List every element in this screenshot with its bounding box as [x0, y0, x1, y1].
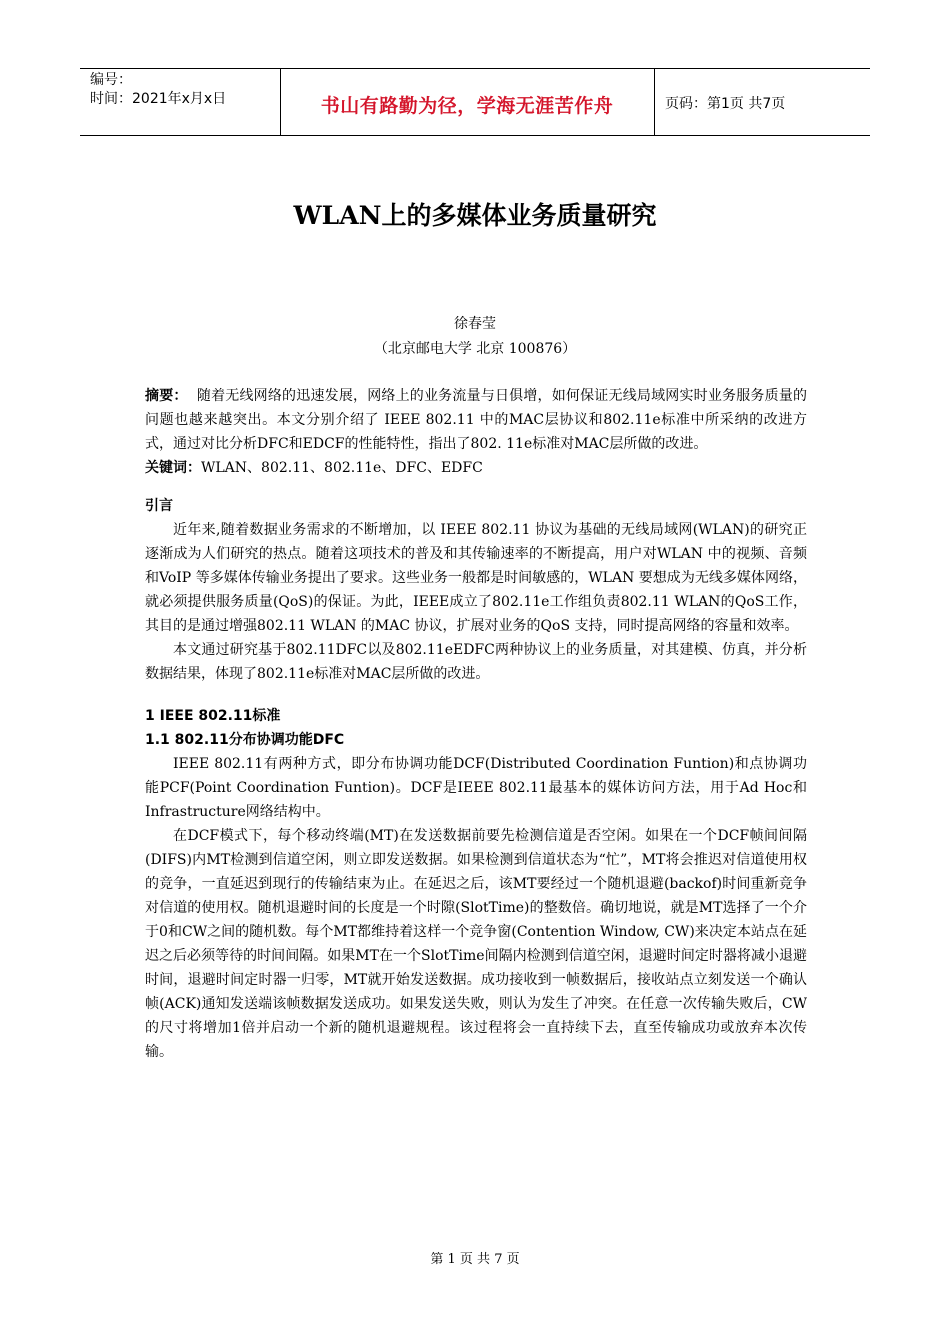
- document-title: WLAN上的多媒体业务质量研究: [293, 201, 657, 230]
- header-motto: 书山有路勤为径，学海无涯苦作舟: [320, 95, 614, 117]
- body-paragraph: IEEE 802.11有两种方式，即分布协调功能DCF(Distributed Coordination Funtion)和点协调功能PCF(Point Coordination Funtion)。DCF是IEEE 802.11最基本的媒体访问方法，用于Ad Hoc和Infrastructure网络结构中。: [145, 756, 807, 820]
- author-name: 徐春莹: [454, 316, 496, 332]
- header-divider: [654, 69, 655, 135]
- section-heading-intro: 引言: [145, 498, 173, 514]
- abstract-text: 随着无线网络的迅速发展，网络上的业务流量与日俱增，如何保证无线局域网实时业务服务质量的问题也越来越突出。本文分别介绍了 IEEE 802.11 中的MAC层协议和802.11e标准中所采纳的改进方式，通过对比分析DFC和EDCF的性能特性，指出了802. 11e标准对MAC层所做的改进。: [145, 388, 808, 452]
- keywords: [145, 456, 807, 480]
- abstract-label: 摘要：: [145, 388, 188, 404]
- date-label: 时间：2021年x月x日: [90, 91, 227, 107]
- header-page-info: 页码：第1页 共7页: [665, 96, 786, 112]
- intro-paragraph: 本文通过研究基于802.11DFC以及802.11eEDFC两种协议上的业务质量，对其建模、仿真，并分析数据结果，体现了802.11e标准对MAC层所做的改进。: [145, 642, 807, 682]
- author-affiliation: （北京邮电大学 北京 100876）: [373, 341, 577, 357]
- keywords-label: 关键词：: [145, 460, 201, 476]
- section-heading-1: 1 IEEE 802.11标准: [145, 708, 281, 724]
- page-footer: 第 1 页 共 7 页: [430, 1252, 520, 1267]
- keywords-text: WLAN、802.11、802.11e、DFC、EDFC: [201, 460, 483, 476]
- document-body: [145, 384, 807, 1064]
- body-paragraph: 在DCF模式下，每个移动终端(MT)在发送数据前要先检测信道是否空闲。如果在一个DCF帧间间隔(DIFS)内MT检测到信道空闲，则立即发送数据。如果检测到信道状态为“忙”，MT将会推迟对信道使用权的竞争，一直延迟到现行的传输结束为止。在延迟之后，该MT要经过一个随机退避(backof)时间重新竞争对信道的使用权。随机退避时间的长度是一个时隙(SlotTime)的整数倍。确切地说，就是MT选择了一个介于0和CW之间的随机数。每个MT都维持着这样一个竞争窗(Contention Window, CW)来决定本站点在延迟之后必须等待的时间间隔。如果MT在一个SlotTime间隔内检测到信道空闲，退避时间定时器将减小退避时间，退避时间定时器一归零，MT就开始发送数据。成功接收到一帧数据后，接收站点立刻发送一个确认帧(ACK)通知发送端该帧数据发送成功。如果发送失败，则认为发生了冲突。在任意一次传输失败后，CW的尺寸将增加1倍并启动一个新的随机退避规程。该过程将会一直持续下去，直至传输成功或放弃本次传输。: [145, 828, 807, 1060]
- subsection-heading-1-1: 1.1 802.11分布协调功能DFC: [145, 732, 345, 748]
- page-header: [80, 68, 870, 136]
- header-meta: [90, 71, 226, 109]
- serial-label: 编号：: [90, 72, 132, 88]
- abstract: [145, 384, 807, 456]
- intro-paragraph: 近年来,随着数据业务需求的不断增加，以 IEEE 802.11 协议为基础的无线局域网(WLAN)的研究正逐渐成为人们研究的热点。随着这项技术的普及和其传输速率的不断提高，用户对WLAN 中的视频、音频和VoIP 等多媒体传输业务提出了要求。这些业务一般都是时间敏感的，WLAN 要想成为无线多媒体网络，就必须提供服务质量(QoS)的保证。为此，IEEE成立了802.11e工作组负责802.11 WLAN的QoS工作，其目的是通过增强802.11 WLAN 的MAC 协议，扩展对业务的QoS 支持，同时提高网络的容量和效率。: [145, 522, 807, 634]
